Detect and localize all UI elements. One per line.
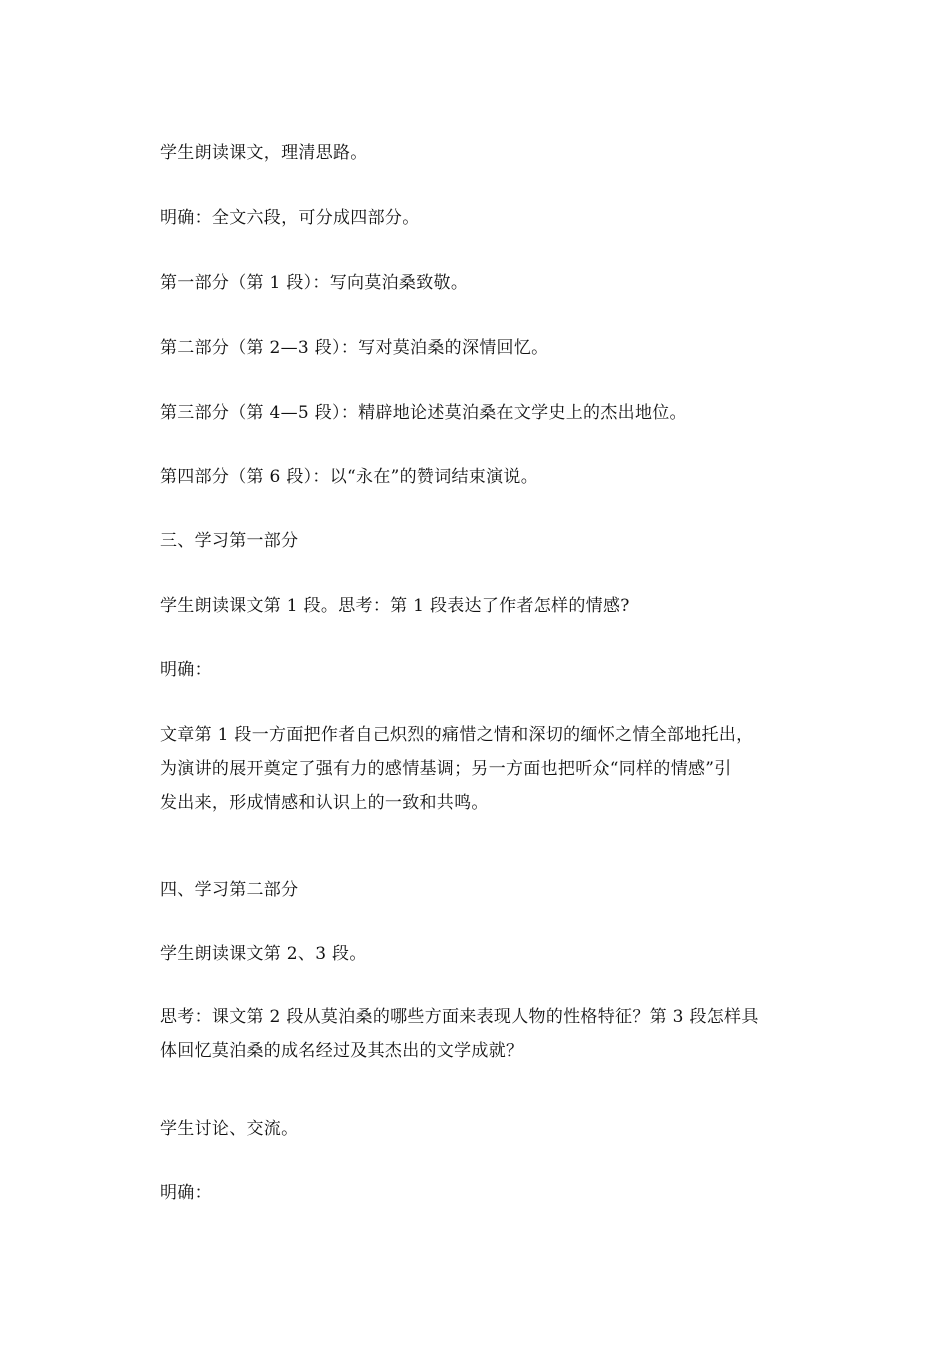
- paragraph: 第三部分（第 4—5 段）：精辟地论述莫泊桑在文学史上的杰出地位。: [160, 403, 687, 423]
- paragraph-line: 文章第 1 段一方面把作者自己炽烈的痛惜之情和深切的缅怀之情全部地托出，: [160, 725, 754, 745]
- paragraph-line: 体回忆莫泊桑的成名经过及其杰出的文学成就？: [160, 1041, 524, 1061]
- paragraph: 学生朗读课文第 1 段。思考：第 1 段表达了作者怎样的情感?: [160, 596, 630, 616]
- paragraph: 第二部分（第 2—3 段）：写对莫泊桑的深情回忆。: [160, 338, 549, 358]
- paragraph: 第一部分（第 1 段）：写向莫泊桑致敬。: [160, 273, 469, 293]
- paragraph-multiline: [160, 1000, 800, 1068]
- section-heading: 三、学习第一部分: [160, 531, 299, 551]
- paragraph: 明确：: [160, 1183, 212, 1203]
- paragraph: 学生朗读课文，理清思路。: [160, 143, 368, 163]
- paragraph-line: 思考：课文第 2 段从莫泊桑的哪些方面来表现人物的性格特征？第 3 段怎样具: [160, 1007, 759, 1027]
- paragraph-multiline: [160, 718, 800, 820]
- paragraph: 明确：: [160, 660, 212, 680]
- paragraph: 学生讨论、交流。: [160, 1119, 299, 1139]
- section-heading: 四、学习第二部分: [160, 880, 299, 900]
- paragraph-line: 为演讲的展开奠定了强有力的感情基调；另一方面也把听众“同样的情感”引: [160, 759, 732, 779]
- paragraph: 明确：全文六段，可分成四部分。: [160, 208, 420, 228]
- paragraph-line: 发出来，形成情感和认识上的一致和共鸣。: [160, 793, 489, 813]
- paragraph: 第四部分（第 6 段）：以“永在”的赞词结束演说。: [160, 467, 539, 487]
- paragraph: 学生朗读课文第 2、3 段。: [160, 944, 367, 964]
